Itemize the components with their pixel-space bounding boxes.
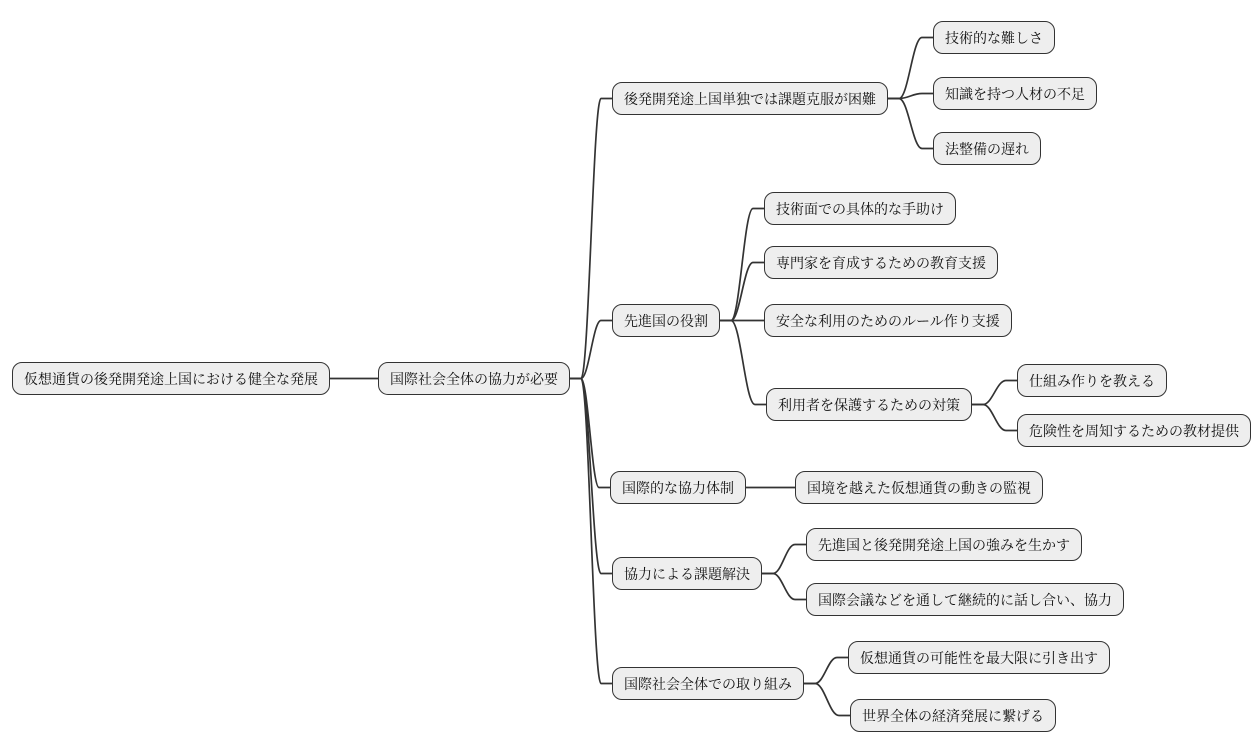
mindmap-edge bbox=[570, 99, 612, 379]
node-technical-difficulty: 技術的な難しさ bbox=[933, 21, 1055, 54]
mindmap-edge bbox=[570, 379, 612, 684]
node-global-society-efforts: 国際社会全体での取り組み bbox=[612, 667, 804, 700]
mindmap-edge bbox=[720, 321, 766, 405]
mindmap-edge bbox=[720, 263, 764, 321]
node-global-economic-development: 世界全体の経済発展に繋げる bbox=[850, 699, 1056, 732]
mindmap-edge bbox=[972, 381, 1017, 405]
mindmap-edge bbox=[972, 405, 1017, 431]
node-healthy-development-of-crypto-in-ldcs: 仮想通貨の後発開発途上国における健全な発展 bbox=[12, 362, 330, 395]
node-technical-assistance: 技術面での具体的な手助け bbox=[764, 192, 956, 225]
mindmap-edge bbox=[762, 574, 806, 600]
node-education-support-for-experts: 専門家を育成するための教育支援 bbox=[764, 246, 998, 279]
node-international-cooperation-system: 国際的な協力体制 bbox=[610, 471, 746, 504]
mindmap-edge bbox=[720, 209, 764, 321]
node-teach-framework-building: 仕組み作りを教える bbox=[1017, 364, 1167, 397]
node-maximize-crypto-potential: 仮想通貨の可能性を最大限に引き出す bbox=[848, 641, 1110, 674]
node-educational-materials-on-risks: 危険性を周知するための教材提供 bbox=[1017, 414, 1251, 447]
mindmap-edge bbox=[888, 99, 933, 149]
mindmap-edge bbox=[888, 38, 933, 99]
node-role-of-developed-countries: 先進国の役割 bbox=[612, 304, 720, 337]
mindmap-edge bbox=[762, 545, 806, 574]
mindmap-edge bbox=[804, 658, 848, 684]
node-problem-solving-through-cooperation: 協力による課題解決 bbox=[612, 557, 762, 590]
mindmap-edge bbox=[888, 94, 933, 99]
mindmap-edge bbox=[804, 684, 850, 716]
node-international-cooperation-needed: 国際社会全体の協力が必要 bbox=[378, 362, 570, 395]
mindmap-edge bbox=[570, 379, 612, 574]
node-rulemaking-support: 安全な利用のためのルール作り支援 bbox=[764, 304, 1012, 337]
node-lack-of-skilled-personnel: 知識を持つ人材の不足 bbox=[933, 77, 1097, 110]
mindmap-edge bbox=[570, 379, 610, 488]
node-leverage-strengths: 先進国と後発開発途上国の強みを生かす bbox=[806, 528, 1082, 561]
node-ldcs-alone-difficult: 後発開発途上国単独では課題克服が困難 bbox=[612, 82, 888, 115]
node-continuous-dialogue-via-conferences: 国際会議などを通して継続的に話し合い、協力 bbox=[806, 583, 1124, 616]
node-crossborder-crypto-monitoring: 国境を越えた仮想通貨の動きの監視 bbox=[795, 471, 1043, 504]
node-delayed-legislation: 法整備の遅れ bbox=[933, 132, 1041, 165]
mindmap-edge bbox=[570, 321, 612, 379]
node-user-protection-measures: 利用者を保護するための対策 bbox=[766, 388, 972, 421]
